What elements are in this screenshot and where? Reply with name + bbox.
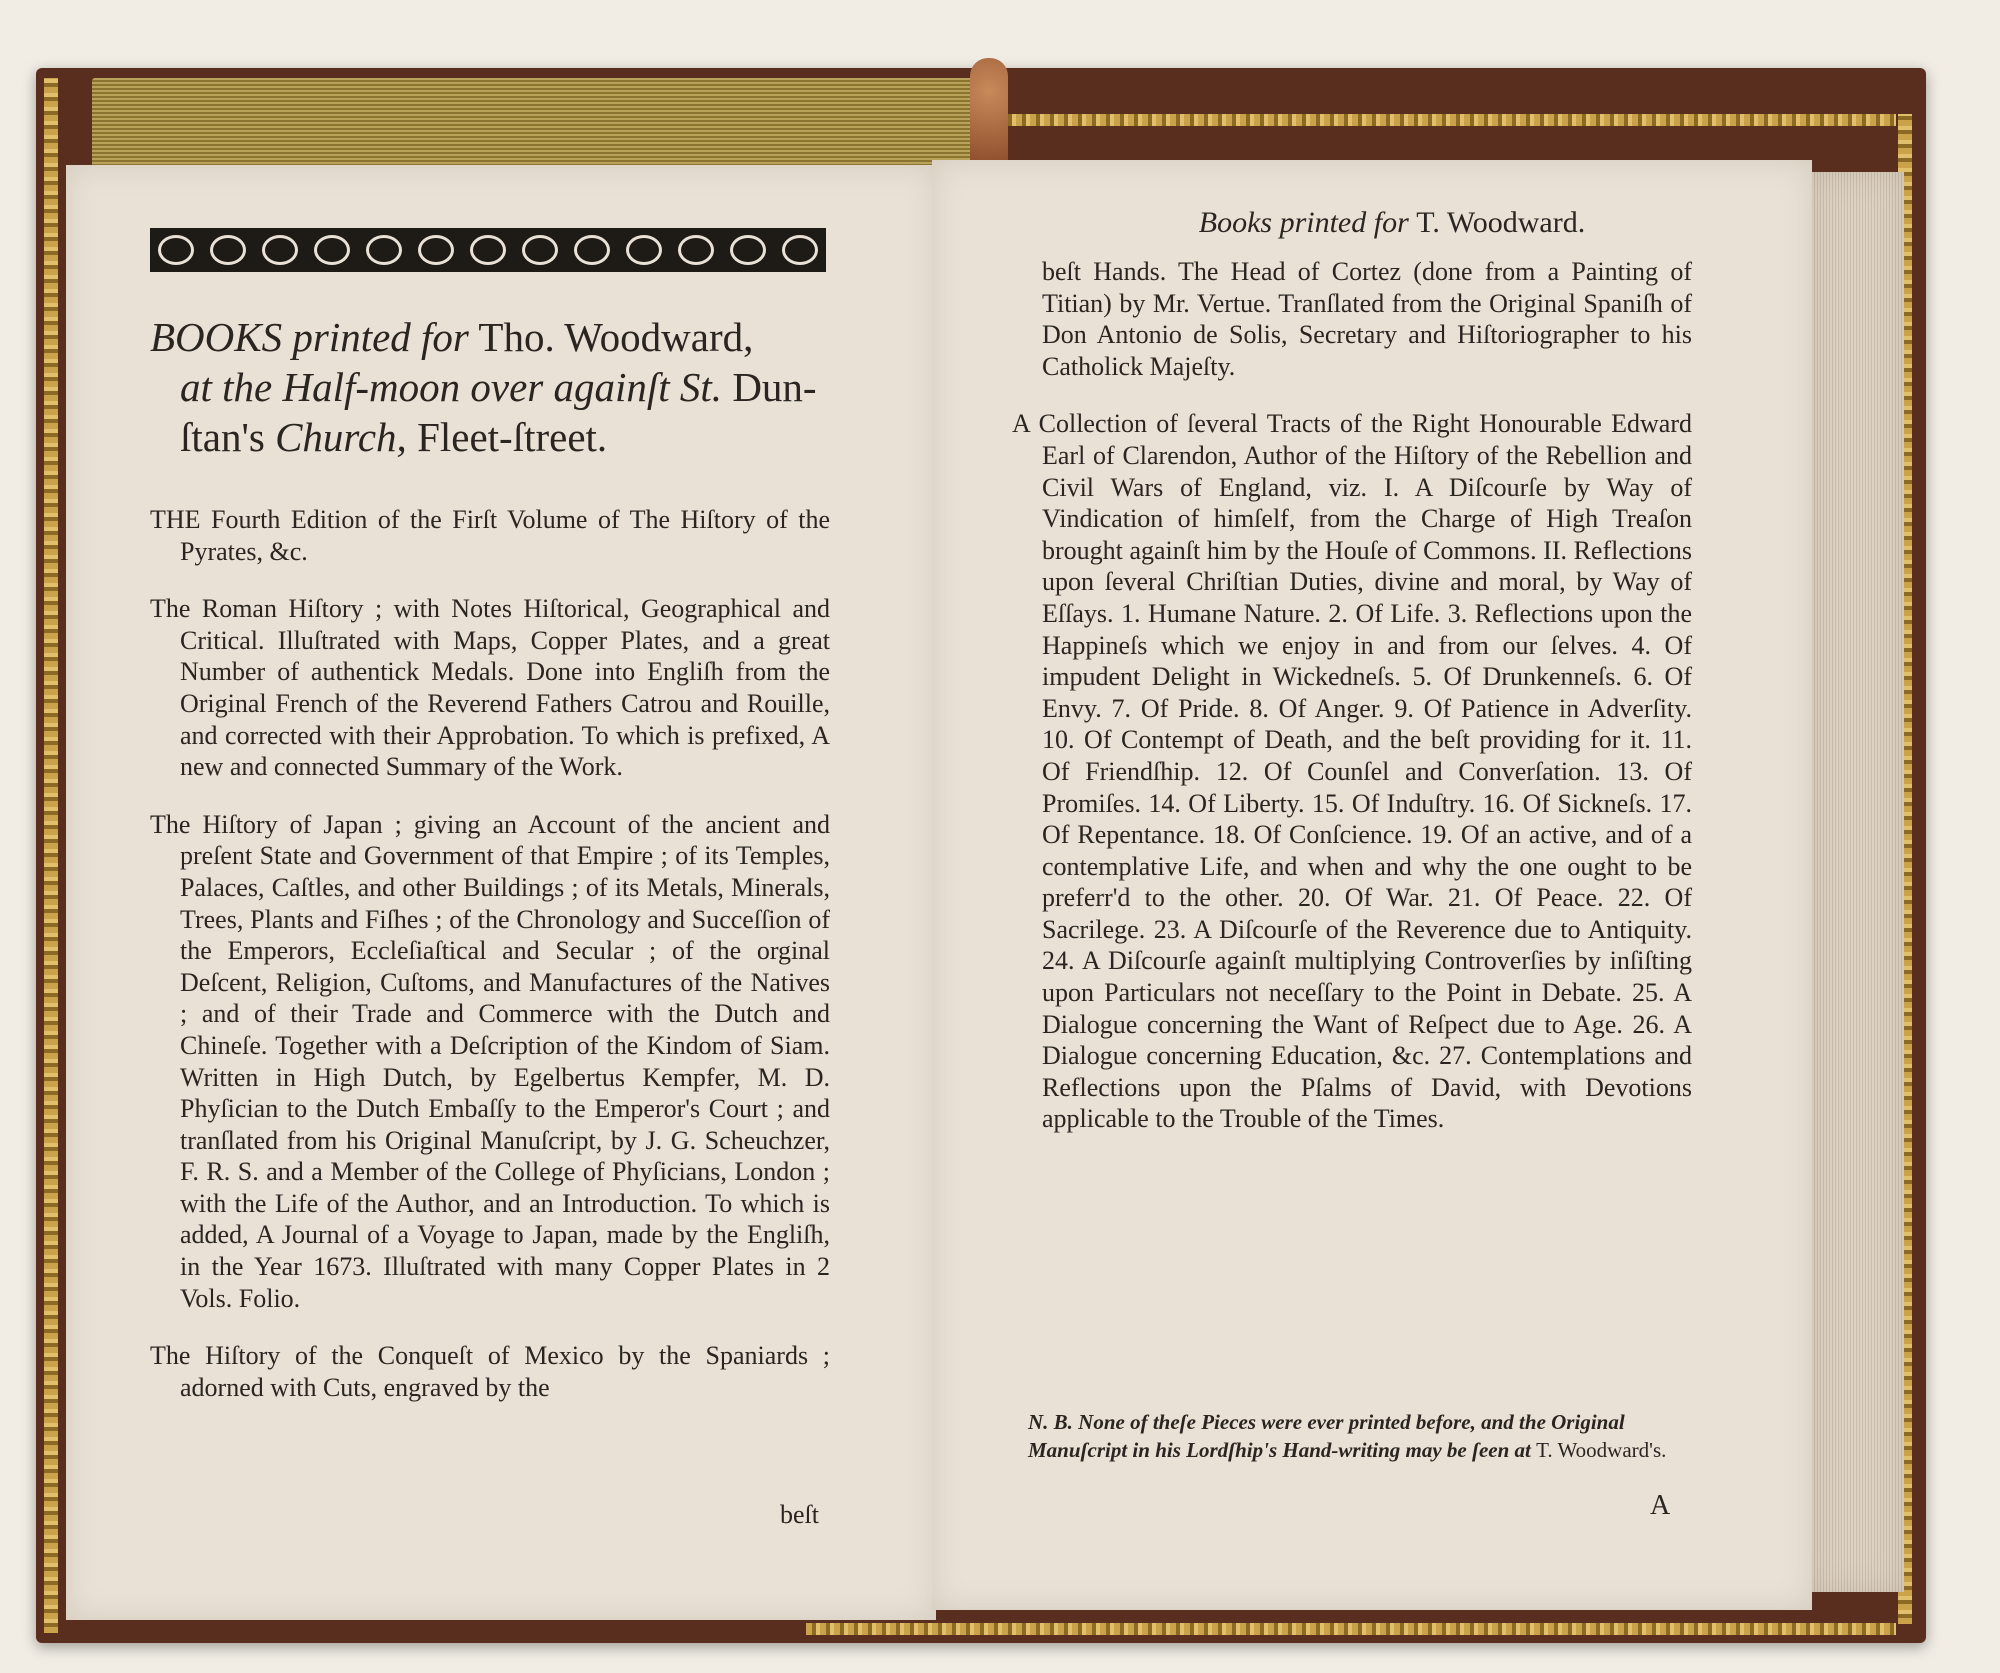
left-page-text	[150, 478, 830, 1429]
note-roman: T. Woodward's.	[1536, 1438, 1667, 1462]
title-line1-italic: BOOKS printed for	[150, 314, 469, 360]
note-italic: N. B. None of theſe Pieces were ever printed before, and the Original Manuſcript in his Lordſhip's Hand-writing may be ſeen at	[1028, 1410, 1625, 1462]
signature-mark: A	[1650, 1490, 1671, 1521]
gilt-border-bottom	[806, 1623, 1896, 1635]
book-entry: A Collection of ſeveral Tracts of the Right Honourable Edward Earl of Clarendon, Author of the Hiſtory of the Rebellion and Civil Wars of England, viz. I. A Diſcourſe by Way of Vindication of himſelf, from the Charge of High Treaſon brought againſt him by the Houſe of Commons. II. Reflections upon ſeveral Chriſtian Duties, divine and moral, by Way of Eſſays. 1. Humane Nature. 2. Of Life. 3. Reflections upon the Happineſs which we enjoy in and from our ſelves. 4. Of impudent Delight in Wickedneſs. 5. Of Drunkenneſs. 6. Of Envy. 7. Of Pride. 8. Of Anger. 9. Of Patience in Adverſity. 10. Of Contempt of Death, and the beſt providing for it. 11. Of Friendſhip. 12. Of Counſel and Converſation. 13. Of Promiſes. 14. Of Liberty. 15. Of Induſtry. 16. Of Sickneſs. 17. Of Repentance. 18. Of Conſcience. 19. Of an active, and of a contemplative Life, and when and why the one ought to be preferr'd to the other. 20. Of War. 21. Of Peace. 22. Of Sacrilege. 23. A Diſcourſe of the Reverence due to Antiquity. 24. A Diſcourſe againſt multiplying Controverſies by inſiſting upon Particulars not neceſſary to the Point in Debate. 25. A Dialogue concerning the Want of Reſpect due to Age. 26. A Dialogue concerning Education, &c. 27. Contemplations and Reflections upon the Pſalms of David, with Devotions applicable to the Trouble of the Times.	[1012, 409, 1692, 1134]
book-entry: The Hiſtory of the Conqueſt of Mexico by the Spaniards ; adorned with Cuts, engraved by the	[150, 1341, 830, 1402]
gilt-border-left	[44, 78, 58, 1633]
running-head-italic: Books printed for	[1198, 206, 1409, 239]
title-line3-roman2: Fleet-ſtreet.	[417, 414, 608, 460]
nota-bene	[1028, 1408, 1688, 1464]
running-head	[1112, 206, 1672, 240]
book-entry: The Hiſtory of Japan ; giving an Account of the ancient and preſent State and Government of that Empire ; of its Temples, Palaces, Caſtles, and other Buildings ; of its Metals, Minerals, Trees, Plants and Fiſhes ; of the Chronology and Succeſſion of the Emperors, Eccleſiaſtical and Secular ; of the orginal Deſcent, Religion, Cuſtoms, and Manufactures of the Natives ; and of their Trade and Commerce with the Dutch and Chineſe. Together with a Deſcription of the Kindom of Siam. Written in High Dutch, by Egelbertus Kempfer, M. D. Phyſician to the Dutch Embaſſy to the Emperor's Court ; and tranſlated from his Original Manuſcript, by J. G. Scheuchzer, F. R. S. and a Member of the College of Phyſicians, London ; with the Life of the Author, and an Introduction. To which is added, A Journal of a Voyage to Japan, made by the Engliſh, in the Year 1673. Illuſtrated with many Copper Plates in 2 Vols. Folio.	[150, 809, 830, 1313]
title-line2-italic: at the Half-moon over againſt St.	[180, 364, 723, 410]
running-head-roman: T. Woodward.	[1416, 206, 1586, 239]
title-line1-roman: Tho. Woodward,	[478, 314, 754, 360]
title-line2-roman: Dun-	[732, 364, 817, 410]
book-entry: THE Fourth Edition of the Firſt Volume of The Hiſtory of the Pyrates, &c.	[150, 505, 830, 566]
page-title	[150, 312, 840, 462]
title-line3-roman1: ſtan's	[180, 414, 265, 460]
right-page-text	[1012, 256, 1692, 1161]
headpiece-ornament	[150, 228, 826, 272]
bookmark-ribbon[interactable]	[970, 58, 1008, 168]
title-line3-italic: Church,	[275, 414, 407, 460]
page-stack	[1812, 172, 1904, 1592]
catchword: beſt	[780, 1500, 819, 1529]
page-edges-gilt	[92, 78, 992, 168]
book-entry: The Roman Hiſtory ; with Notes Hiſtorical, Geographical and Critical. Illuſtrated with Maps, Copper Plates, and a great Number of authentick Medals. Done into Engliſh from the Original French of the Reverend Fathers Catrou and Rouille, and corrected with their Approbation. To which is prefixed, A new and connected Summary of the Work.	[150, 594, 830, 782]
continuation-text: beſt Hands. The Head of Cortez (done from a Painting of Titian) by Mr. Vertue. Tranſlated from the Original Spaniſh of Don Antonio de Solis, Secretary and Hiſtoriographer to his Catholick Majeſty.	[1042, 257, 1692, 381]
